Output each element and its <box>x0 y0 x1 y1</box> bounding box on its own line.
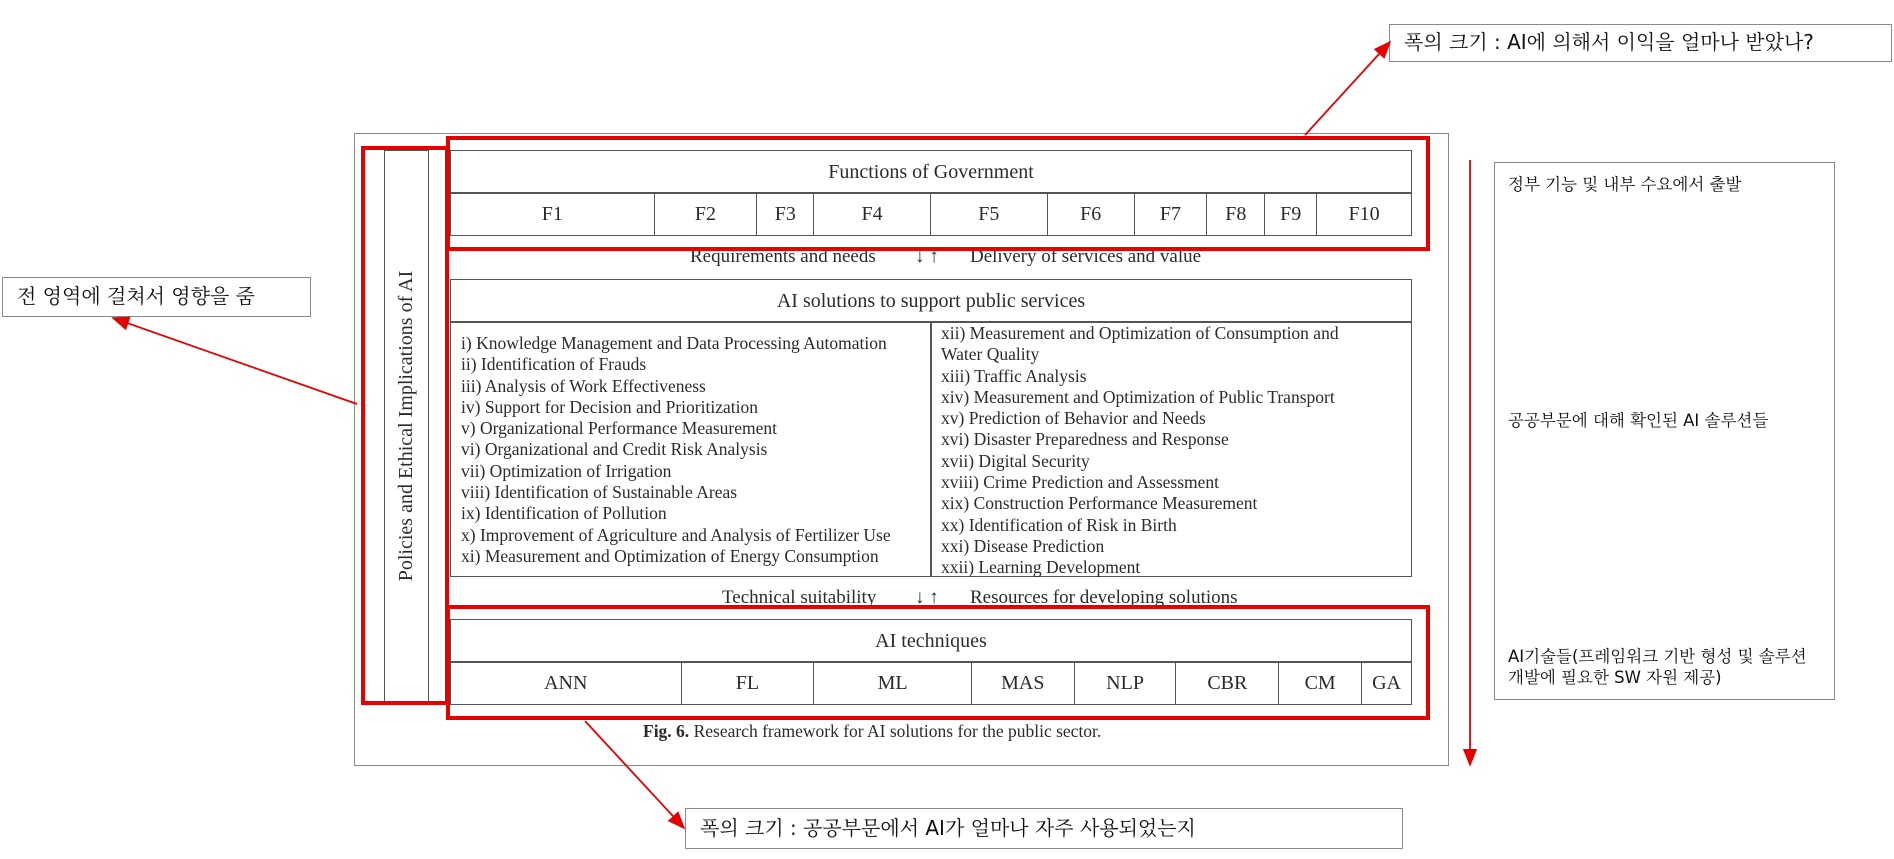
solutions-title: AI solutions to support public services <box>776 289 1086 312</box>
function-cell-f2: F2 <box>655 193 758 235</box>
functions-title: Functions of Government <box>828 160 1034 183</box>
technique-cell-fl: FL <box>682 662 815 704</box>
function-cell-f1: F1 <box>451 193 655 235</box>
annotation-bottom-text: 폭의 크기 : 공공부문에서 AI가 얼마나 자주 사용되었는지 <box>700 816 1196 840</box>
solution-item: iv) Support for Decision and Prioritization <box>461 396 758 417</box>
solution-item: xxi) Disease Prediction <box>941 535 1105 556</box>
solution-item: vi) Organizational and Credit Risk Analysis <box>461 439 768 460</box>
function-cell-f6: F6 <box>1048 193 1135 235</box>
solution-item: xxii) Learning Development <box>941 557 1141 578</box>
flow-top-arrows: ↓ ↑ <box>915 246 939 267</box>
flow-top-right: Delivery of services and value <box>970 246 1202 267</box>
solution-item: iii) Analysis of Work Effectiveness <box>461 375 706 396</box>
solution-item: i) Knowledge Management and Data Processing Automation <box>461 333 887 353</box>
solution-item: viii) Identification of Sustainable Areas <box>461 482 738 503</box>
flow-top-left: Requirements and needs <box>690 246 876 267</box>
solution-item: vii) Optimization of Irrigation <box>461 460 672 481</box>
solution-item: xi) Measurement and Optimization of Energy Consumption <box>461 545 879 566</box>
solution-item: x) Improvement of Agriculture and Analysis of Fertilizer Use <box>461 524 891 545</box>
technique-cell-nlp: NLP <box>1075 662 1177 704</box>
solution-item: ii) Identification of Frauds <box>461 354 647 375</box>
annotation-left-text: 전 영역에 걸쳐서 영향을 줌 <box>17 284 255 308</box>
technique-cell-mas: MAS <box>972 662 1075 704</box>
solution-item: xiii) Traffic Analysis <box>941 365 1087 386</box>
solution-item: xx) Identification of Risk in Birth <box>941 514 1177 535</box>
annotation-top-text: 폭의 크기 : AI에 의해서 이익을 얼마나 받았나? <box>1404 30 1814 54</box>
solution-item: xvii) Digital Security <box>941 450 1090 471</box>
function-cell-f8: F8 <box>1207 193 1265 235</box>
arrow-to-left-annotation <box>113 318 357 404</box>
function-cell-f4: F4 <box>814 193 931 235</box>
technique-cell-cm: CM <box>1279 662 1362 704</box>
techniques-title: AI techniques <box>875 629 987 652</box>
solution-item: xv) Prediction of Behavior and Needs <box>941 408 1206 429</box>
solution-item: xvi) Disaster Preparedness and Response <box>941 429 1229 450</box>
annotation-right-bottom: AI기술들(프레임워크 기반 형성 및 솔루션 개발에 필요한 SW 자원 제공) <box>1508 647 1807 687</box>
technique-cell-ga: GA <box>1372 671 1401 694</box>
annotation-right-mid: 공공부문에 대해 확인된 AI 솔루션들 <box>1508 411 1769 430</box>
solution-item: xviii) Crime Prediction and Assessment <box>941 472 1220 493</box>
flow-bottom-right: Resources for developing solutions <box>970 587 1238 608</box>
solution-item: v) Organizational Performance Measurement <box>461 418 778 439</box>
function-cell-f9: F9 <box>1265 193 1317 235</box>
solution-item: xix) Construction Performance Measurement <box>941 493 1258 514</box>
function-cell-f7: F7 <box>1135 193 1208 235</box>
solution-item: xii) Measurement and Optimization of Consumption and <box>941 323 1339 343</box>
function-cell-f10: F10 <box>1348 202 1380 225</box>
technique-cell-cbr: CBR <box>1176 662 1279 704</box>
flow-bottom-left: Technical suitability <box>722 587 877 608</box>
annotation-right-top: 정부 기능 및 내부 수요에서 출발 <box>1508 175 1742 194</box>
policies-side-label: Policies and Ethical Implications of AI <box>395 270 417 582</box>
solution-item: Water Quality <box>941 344 1040 365</box>
arrow-to-bottom-annotation <box>585 721 684 828</box>
technique-cell-ann: ANN <box>451 662 682 704</box>
flow-bottom-arrows: ↓ ↑ <box>915 587 939 608</box>
technique-cell-ml: ML <box>814 662 972 704</box>
caption-label: Fig. 6. <box>643 721 690 741</box>
solution-item: ix) Identification of Pollution <box>461 503 667 524</box>
solution-item: xiv) Measurement and Optimization of Public Transport <box>941 386 1335 407</box>
function-cell-f3: F3 <box>757 193 814 235</box>
arrow-to-top-annotation <box>1305 42 1390 135</box>
caption-text: Research framework for AI solutions for the public sector. <box>689 721 1102 741</box>
function-cell-f5: F5 <box>931 193 1048 235</box>
